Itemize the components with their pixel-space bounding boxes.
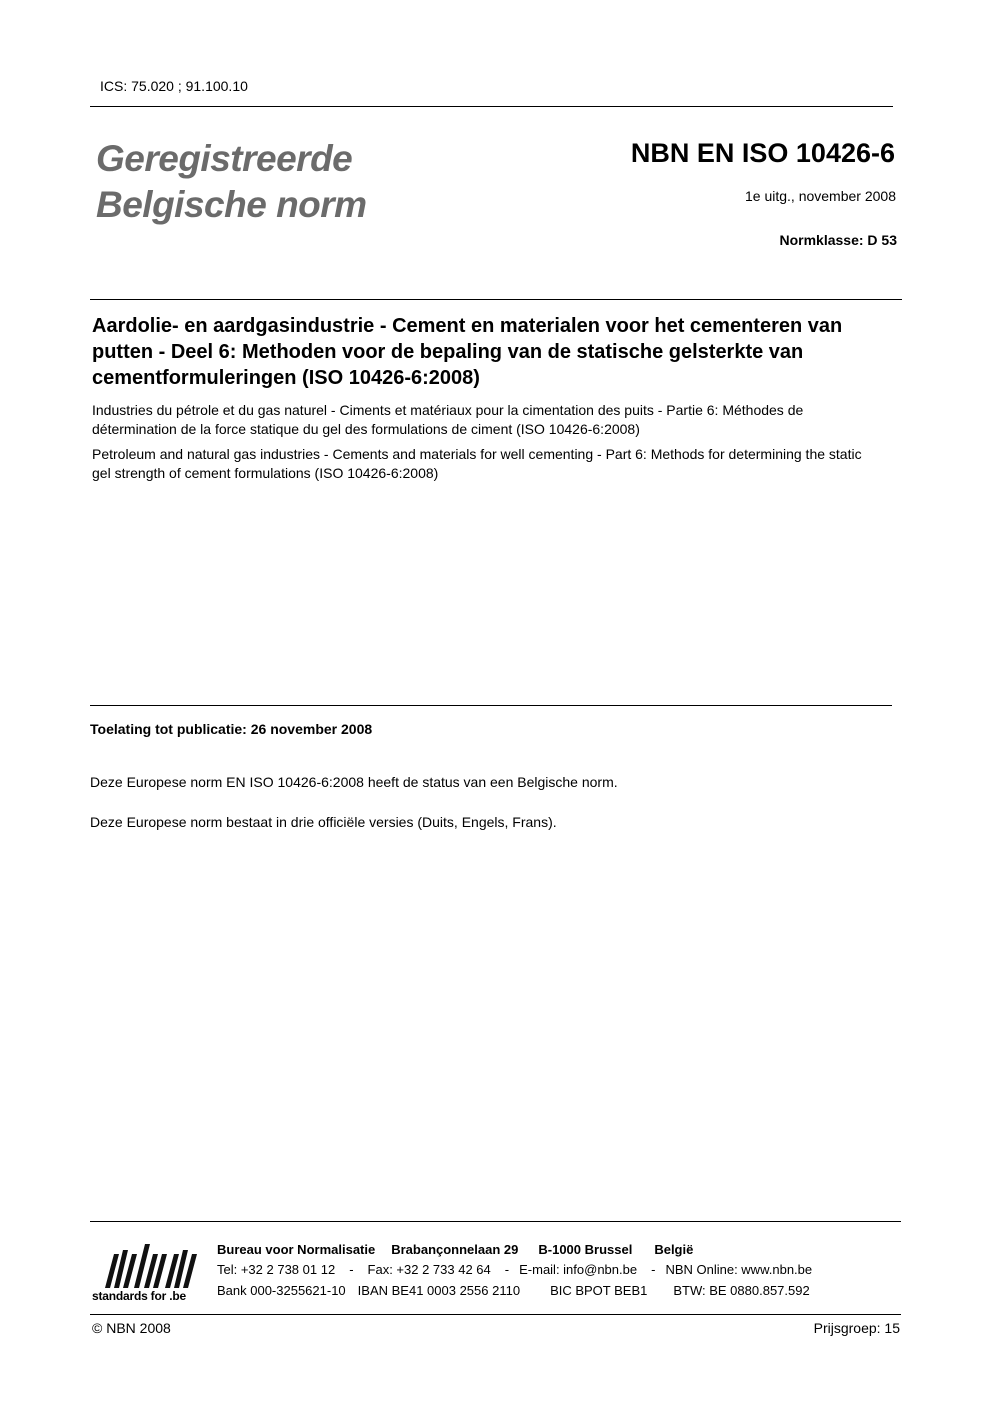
street-address: Brabançonnelaan 29 [391, 1242, 519, 1257]
city: B-1000 Brussel [538, 1242, 633, 1257]
status-statement: Deze Europese norm EN ISO 10426-6:2008 heeft de status van een Belgische norm. [90, 774, 618, 790]
copyright: © NBN 2008 [92, 1320, 171, 1336]
divider-footer-bottom [90, 1314, 901, 1315]
online-link[interactable]: NBN Online: www.nbn.be [665, 1262, 813, 1277]
nbn-logo-strokes-icon [105, 1244, 197, 1288]
divider-top [90, 106, 893, 107]
separator: - [504, 1262, 510, 1277]
divider-footer-top [90, 1221, 901, 1222]
footer-bank-line [217, 1283, 810, 1298]
registered-standard-title [96, 136, 367, 228]
price-group: Prijsgroep: 15 [813, 1320, 900, 1336]
normklasse: Normklasse: D 53 [779, 232, 897, 248]
title-english: Petroleum and natural gas industries - Cements and materials for well cementing - Part 6: Methods for determining the static gel strength of cement formulations (ISO 10426-6:2008) [92, 446, 862, 481]
ics-code: ICS: 75.020 ; 91.100.10 [100, 78, 248, 94]
separator: - [349, 1262, 354, 1277]
org-name: Bureau voor Normalisatie [217, 1242, 376, 1257]
country: België [654, 1242, 694, 1257]
fax: Fax: +32 2 733 42 64 [367, 1262, 491, 1277]
title-dutch: Aardolie- en aardgasindustrie - Cement en materialen voor het cementeren van putten - Deel 6: Methoden voor de bepaling van de statische gelsterkte van cementformuleringen (ISO 10426-6:2008) [92, 315, 843, 389]
norm-number: NBN EN ISO 10426-6 [630, 138, 895, 168]
bank-account: Bank 000-3255621-10 [217, 1283, 346, 1298]
divider-title-top [90, 299, 902, 300]
btw-number: BTW: BE 0880.857.592 [673, 1283, 810, 1298]
bic: BIC BPOT BEB1 [550, 1283, 648, 1298]
title-french: Industries du pétrole et du gas naturel - Ciments et matériaux pour la cimentation des puits - Partie 6: Méthodes de détermination de la force statique du gel des formulations de ciment (ISO 10426-6:2008) [92, 402, 804, 437]
registered-title-line1: Geregistreerde [96, 138, 353, 179]
email-link[interactable]: E-mail: info@nbn.be [519, 1262, 638, 1277]
footer-contact-line [217, 1262, 812, 1277]
separator: - [651, 1262, 656, 1277]
footer-address-line [217, 1242, 693, 1257]
edition-info: 1e uitg., november 2008 [745, 188, 896, 204]
telephone: Tel: +32 2 738 01 12 [217, 1262, 336, 1277]
publication-approval: Toelating tot publicatie: 26 november 2008 [90, 721, 373, 737]
versions-statement: Deze Europese norm bestaat in drie officiële versies (Duits, Engels, Frans). [90, 814, 557, 830]
logo-tagline: standards for .be [92, 1289, 186, 1303]
registered-title-line2: Belgische norm [96, 184, 367, 225]
iban: IBAN BE41 0003 2556 2110 [357, 1283, 521, 1298]
divider-title-bottom [90, 705, 892, 706]
